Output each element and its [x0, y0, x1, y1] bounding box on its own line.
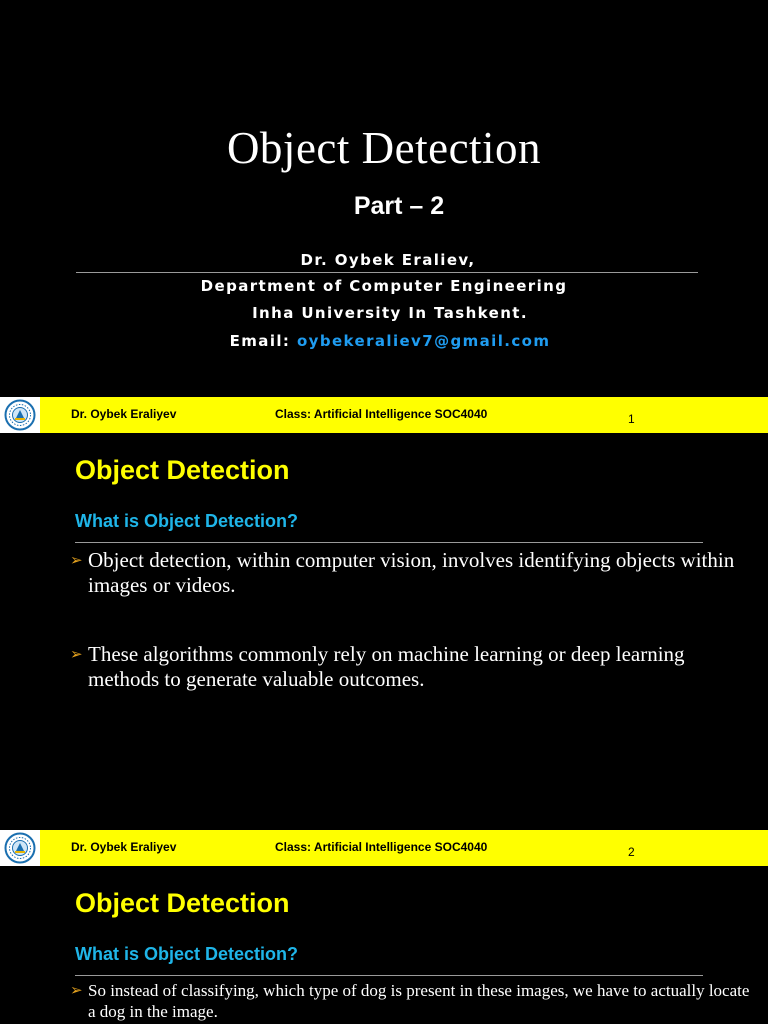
bullet-text: So instead of classifying, which type of dog is present in these images, we have to actually locate a dog in the image. [88, 981, 750, 1021]
arrow-bullet-icon: ➢ [70, 981, 83, 999]
footer-author: Dr. Oybek Eraliyev [71, 840, 177, 854]
content-slide [0, 866, 768, 1024]
footer-class: Class: Artificial Intelligence SOC4040 [275, 840, 488, 854]
slide-title: Object Detection [75, 888, 290, 918]
email-label: Email: [229, 332, 297, 350]
bullet-text: Object detection, within computer vision, involves identifying objects within images or videos. [88, 548, 735, 597]
slide-footer [0, 397, 768, 433]
slide-subtitle: What is Object Detection? [75, 944, 299, 964]
slide-subtitle: What is Object Detection? [75, 511, 299, 531]
arrow-bullet-icon: ➢ [70, 645, 83, 663]
slide-subtitle: Part – 2 [353, 192, 445, 220]
slide-footer [0, 830, 768, 866]
page-number: 2 [628, 845, 635, 859]
university-logo-icon [0, 830, 40, 866]
department: Department of Computer Engineering [200, 277, 568, 295]
arrow-bullet-icon: ➢ [70, 551, 83, 569]
page-number: 1 [628, 412, 635, 426]
bullet-item [70, 548, 738, 598]
subtitle-divider [75, 542, 703, 543]
university: Inha University In Tashkent. [252, 304, 528, 322]
bullet-item [70, 642, 738, 692]
footer-author: Dr. Oybek Eraliyev [71, 407, 177, 421]
bullet-item [70, 980, 758, 1022]
title-slide [0, 0, 768, 397]
email-link[interactable]: oybekeraliev7@gmail.com [296, 332, 551, 350]
title-divider [76, 272, 698, 273]
content-slide [0, 433, 768, 830]
email-line [0, 332, 768, 350]
subtitle-divider [75, 975, 703, 976]
university-logo-icon [0, 397, 40, 433]
slide-title: Object Detection [75, 455, 290, 485]
footer-class: Class: Artificial Intelligence SOC4040 [275, 407, 488, 421]
bullet-text: These algorithms commonly rely on machine learning or deep learning methods to generate valuable outcomes. [88, 642, 685, 691]
slide-title: Object Detection [226, 123, 542, 173]
author-name: Dr. Oybek Eraliev, [300, 251, 476, 269]
